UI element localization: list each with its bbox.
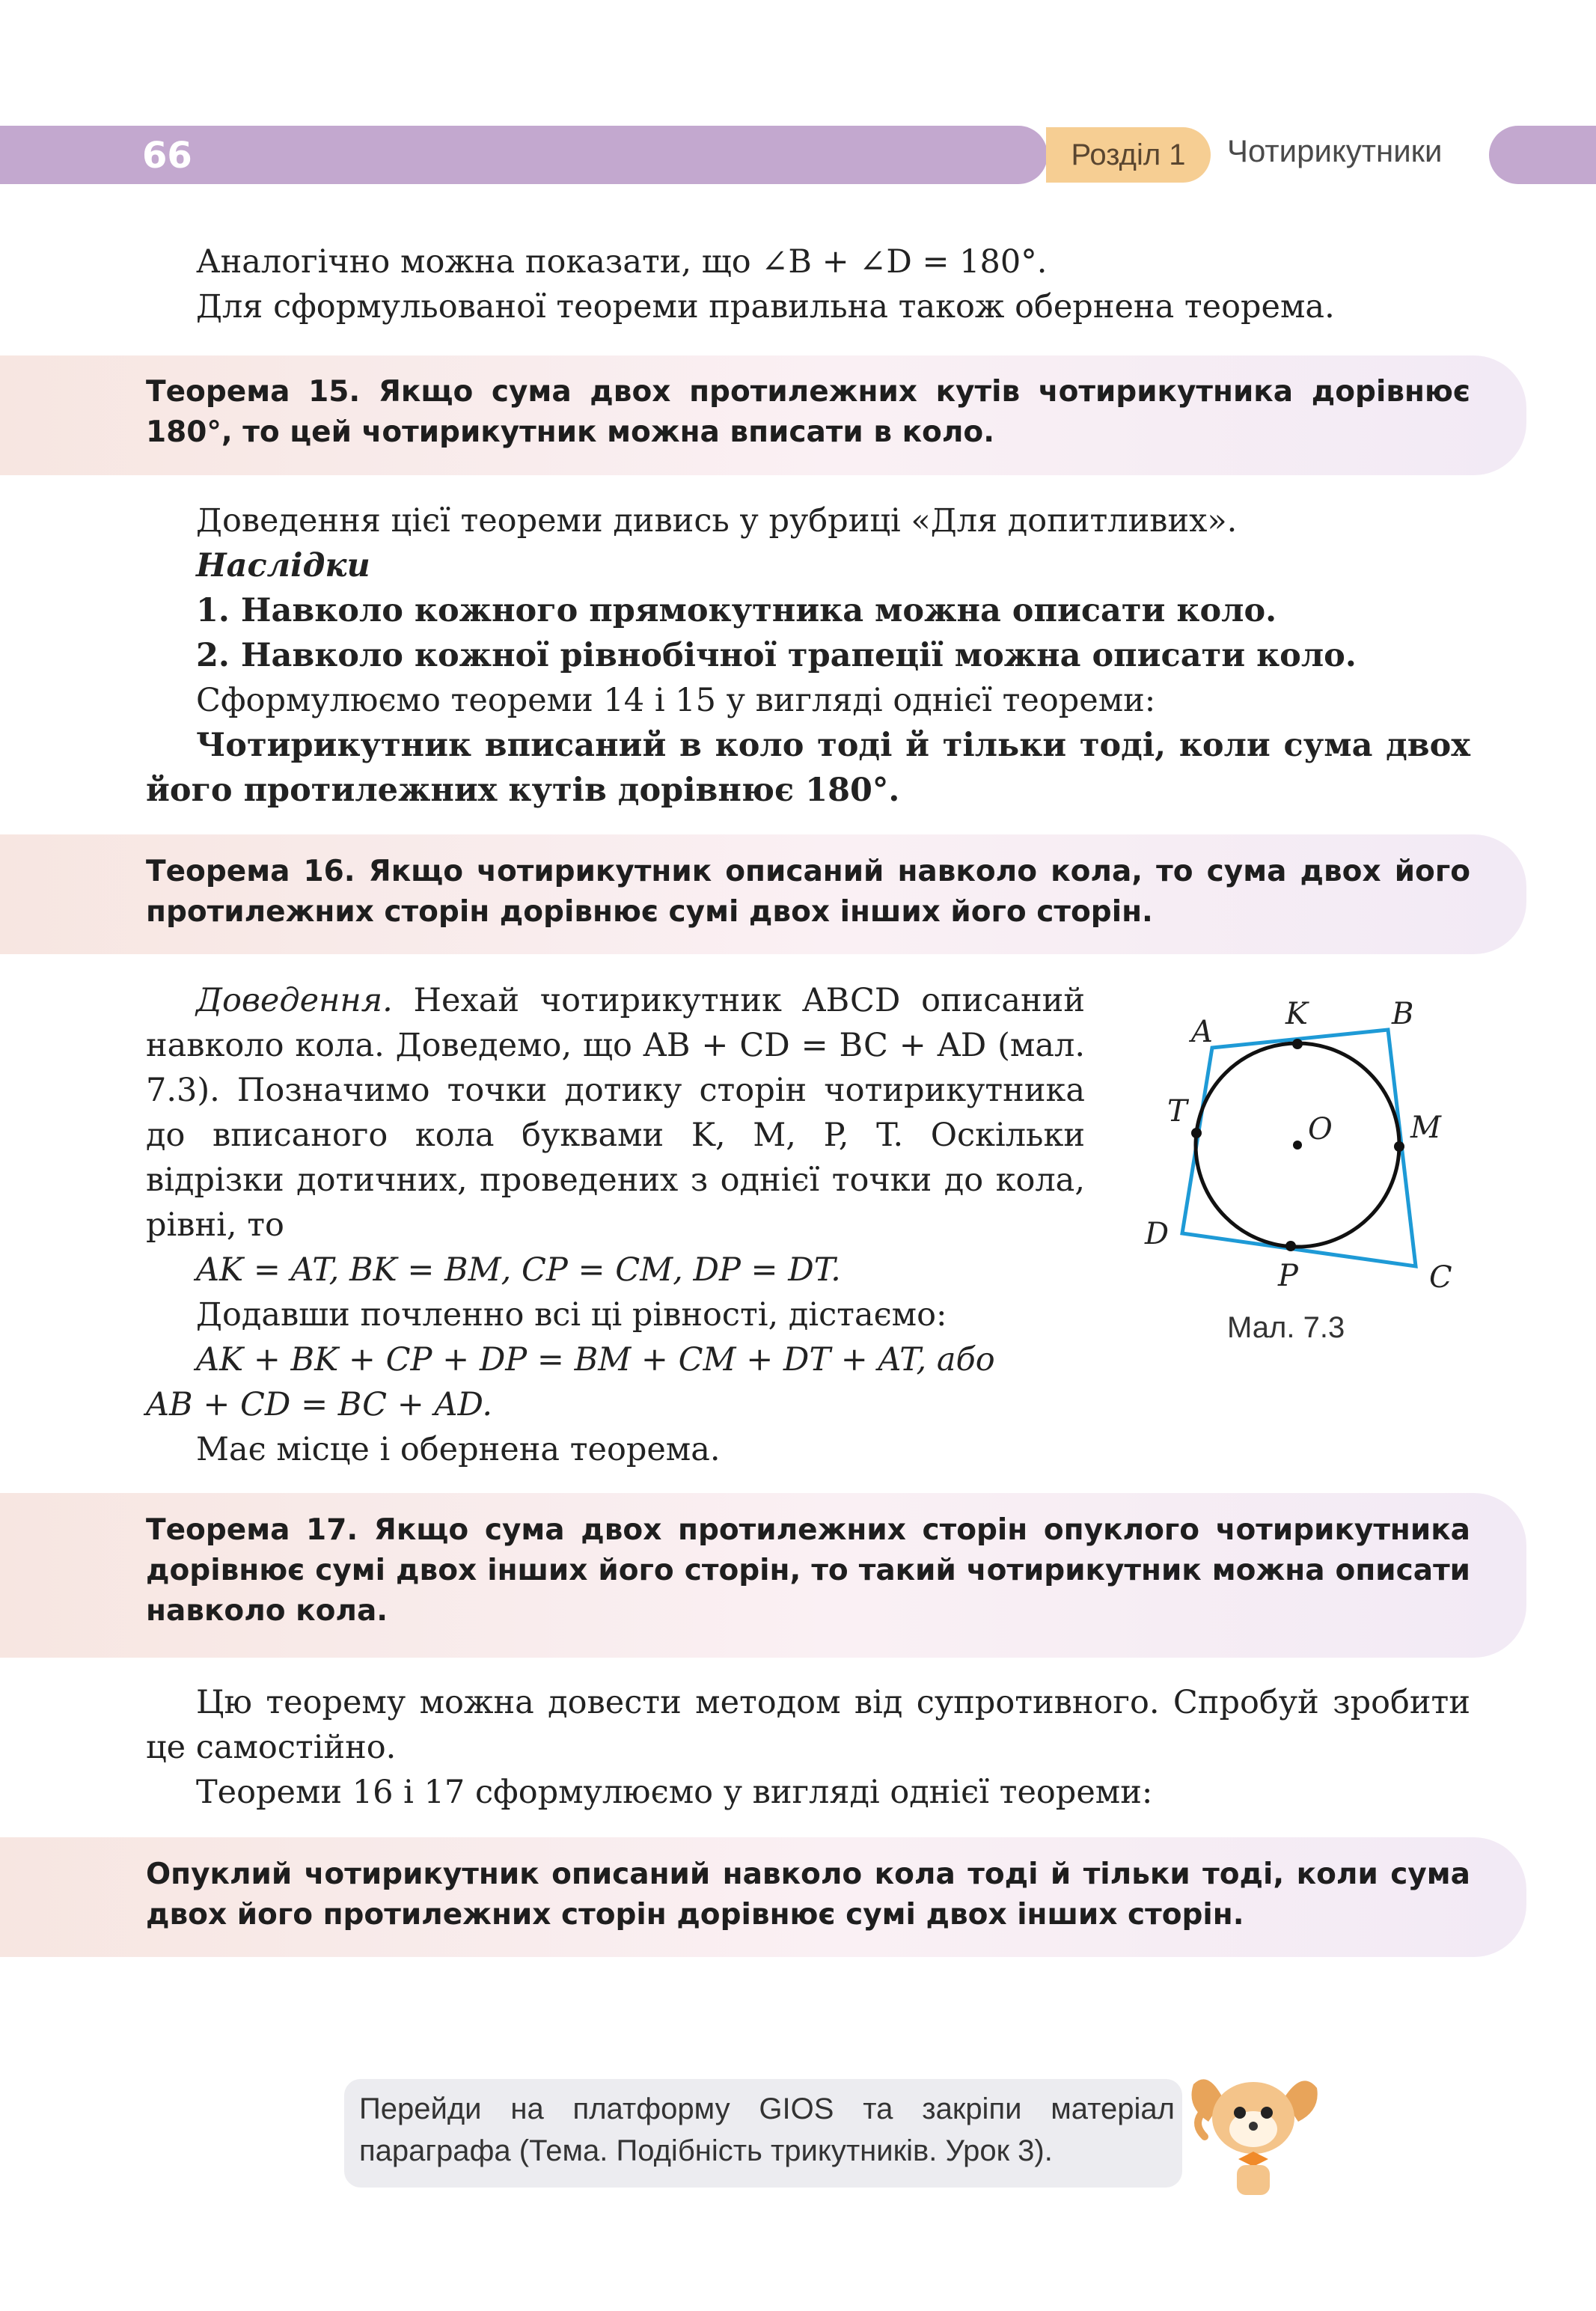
combined-theorem-14-15: Чотирикутник вписаний в коло тоді й тільки тоді, коли сума двох його протилежних кутів дорівнює 180°. (146, 727, 1470, 809)
label-t: T (1167, 1094, 1187, 1129)
label-o: O (1308, 1112, 1333, 1147)
theorem-16: Теорема 16. Якщо чотирикутник описаний навколо кола, то сума двох його протилежних сторін дорівнює сумі двох інших його сторін. (146, 855, 1470, 929)
paragraph: Цю теорему можна довести методом від супротивного. Спробуй зробити це самостійно. (146, 1684, 1470, 1766)
theorem-17: Теорема 17. Якщо сума двох протилежних сторін опуклого чотирикутника дорівнює сумі двох інших його сторін, то такий чотирикутник можна описати навколо кола. (146, 1513, 1470, 1628)
figure-caption: Мал. 7.3 (1227, 1311, 1345, 1344)
point-m (1394, 1141, 1404, 1152)
consequence-1: 1. Навколо кожного прямокутника можна описати коло. (196, 592, 1277, 629)
equation: AB + CD = BC + AD. (146, 1386, 493, 1423)
page-number: 66 (142, 135, 192, 177)
section-badge: Розділ 1 (1046, 127, 1211, 183)
paragraph: Аналогічно можна показати, що ∠B + ∠D = 180°. (196, 243, 1048, 281)
point-t (1191, 1128, 1202, 1138)
proof-paragraph (146, 978, 1085, 1248)
consequence-2: 2. Навколо кожної рівнобічної трапеції можна описати коло. (196, 637, 1357, 674)
label-p: P (1278, 1259, 1298, 1293)
header-bar-right (1489, 126, 1596, 184)
paragraph: Доведення цієї теореми дивись у рубриці «Для допитливих». (196, 502, 1238, 540)
equation: AK + BK + CP + DP = BM + CM + DT + AT, або (196, 1341, 995, 1379)
proof-label: Доведення. (196, 982, 393, 1019)
label-d: D (1145, 1217, 1170, 1251)
proof-text: Нехай чотирикутник ABCD описаний навколо кола. Доведемо, що AB + CD = BC + AD (мал. 7.3). Позначимо точки дотику сторін чотирикутника до вписаного кола буквами K, M, P, T. Оскільки відрізки дотичних, проведених з однієї точки до кола, рівні, то (146, 982, 1085, 1244)
point-p (1285, 1241, 1296, 1251)
gios-note-text: Перейди на платформу GIOS та закріпи матеріал параграфа (Тема. Подібність трикутників. Урок 3). (359, 2092, 1175, 2167)
figure-7-3 (1122, 988, 1482, 1302)
theorem-16-17-combined: Опуклий чотирикутник описаний навколо кола тоді й тільки тоді, коли сума двох його протилежних сторін дорівнює сумі двох інших сторін. (146, 1857, 1470, 1932)
paragraph: Для сформульованої теореми правильна також обернена теорема. (196, 288, 1335, 326)
section-title: Чотирикутники (1227, 133, 1443, 168)
label-k: K (1285, 997, 1308, 1031)
paragraph: Теореми 16 і 17 сформулюємо у вигляді однієї теореми: (196, 1774, 1153, 1811)
consequences-title: Наслідки (196, 547, 370, 584)
paragraph: Додавши почленно всі ці рівності, дістаємо: (196, 1296, 947, 1334)
label-c: C (1429, 1260, 1452, 1295)
paragraph: Сформулюємо теореми 14 і 15 у вигляді однієї теореми: (196, 682, 1156, 719)
equation: AK = AT, BK = BM, CP = CM, DP = DT. (196, 1251, 841, 1289)
point-k (1292, 1039, 1303, 1049)
label-m: M (1410, 1111, 1441, 1145)
mascot-icon (1178, 2054, 1328, 2196)
point-o (1293, 1141, 1302, 1150)
theorem-15: Теорема 15. Якщо сума двох протилежних кутів чотирикутника дорівнює 180°, то цей чотирикутник можна вписати в коло. (146, 375, 1470, 449)
label-b: B (1392, 997, 1414, 1031)
paragraph: Має місце і обернена теорема. (196, 1431, 721, 1468)
label-a: A (1191, 1015, 1213, 1049)
